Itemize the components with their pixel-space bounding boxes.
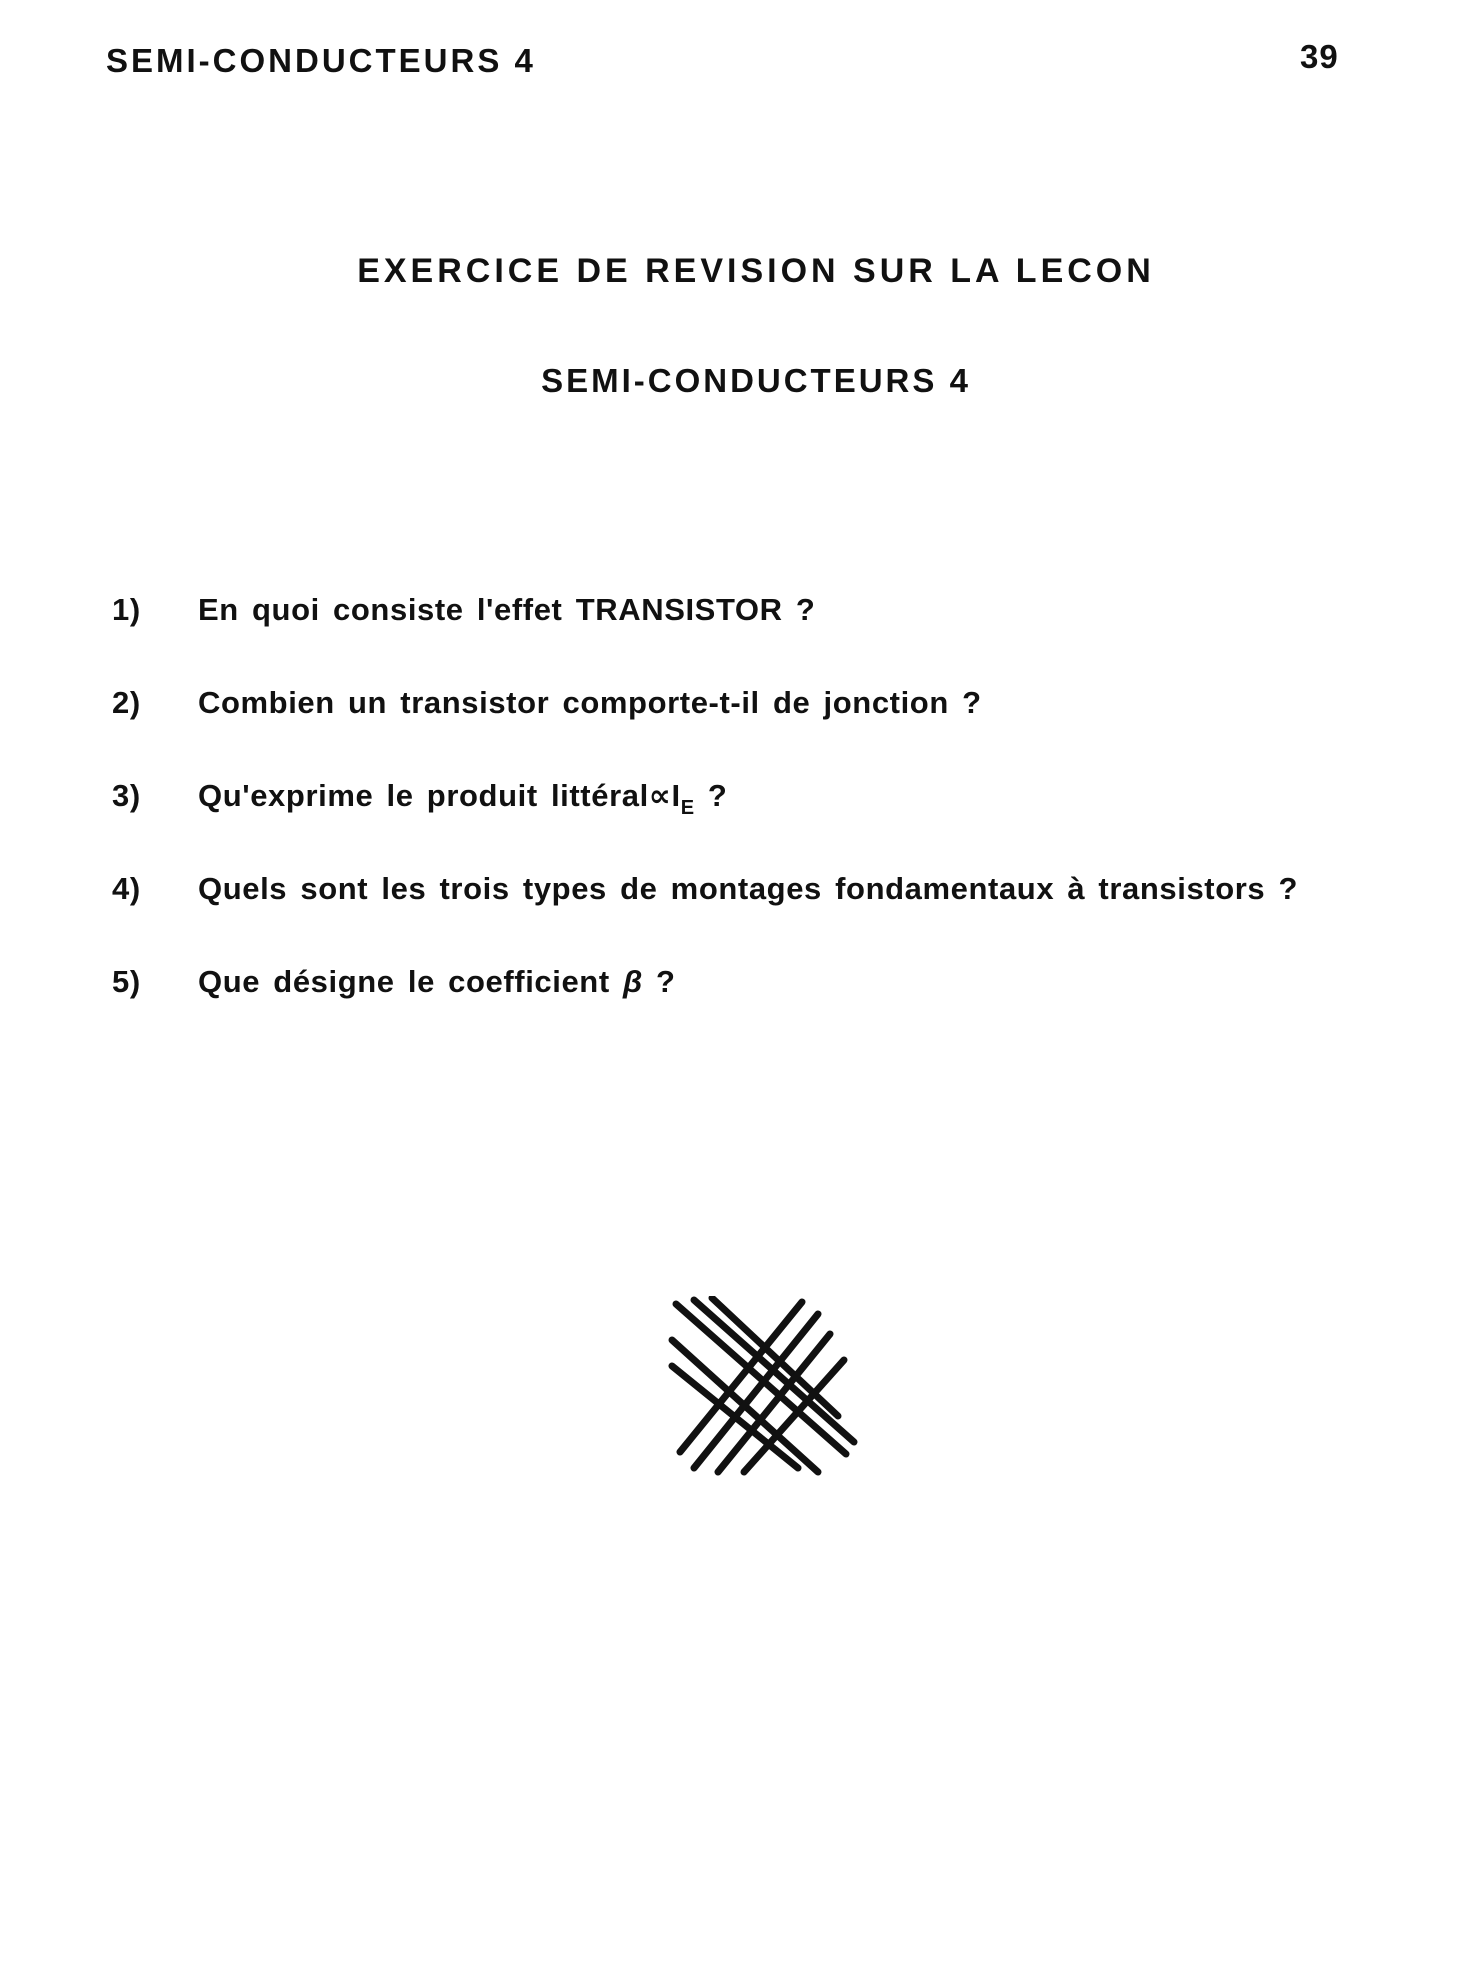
question-3 [112, 778, 1412, 871]
question-number: 1) [112, 592, 141, 627]
question-number: 4) [112, 871, 141, 906]
crosshatch-ornament-icon [668, 1296, 864, 1476]
question-4 [112, 871, 1412, 964]
question-text: En quoi consiste l'effet TRANSISTOR ? [198, 592, 816, 627]
question-text [198, 964, 676, 1000]
question-text-after: ? [642, 964, 676, 999]
question-number: 3) [112, 778, 141, 813]
question-2 [112, 685, 1412, 778]
question-text-before: Que désigne le coefficient [198, 964, 623, 999]
beta-symbol: β [622, 964, 643, 999]
question-text: Quels sont les trois types de montages fondamentaux à transistors ? [198, 871, 1299, 906]
question-text: Combien un transistor comporte-t-il de jonction ? [198, 685, 982, 720]
question-1 [112, 592, 1412, 685]
exercise-subtitle: SEMI-CONDUCTEURS 4 [541, 362, 971, 399]
question-number: 5) [112, 964, 141, 999]
question-number: 2) [112, 685, 141, 720]
question-text [198, 778, 727, 820]
exercise-title: EXERCICE DE REVISION SUR LA LECON [357, 252, 1155, 290]
question-list [112, 592, 1412, 1057]
question-text-after: ? [694, 778, 728, 813]
alpha-ie-symbol: ∝I [648, 778, 681, 813]
question-text-before: Qu'exprime le produit littéral [198, 778, 649, 813]
page-number: 39 [1300, 38, 1339, 75]
subscript-e: E [680, 797, 695, 819]
running-head: SEMI-CONDUCTEURS 4 [106, 42, 536, 79]
question-5 [112, 964, 1412, 1057]
